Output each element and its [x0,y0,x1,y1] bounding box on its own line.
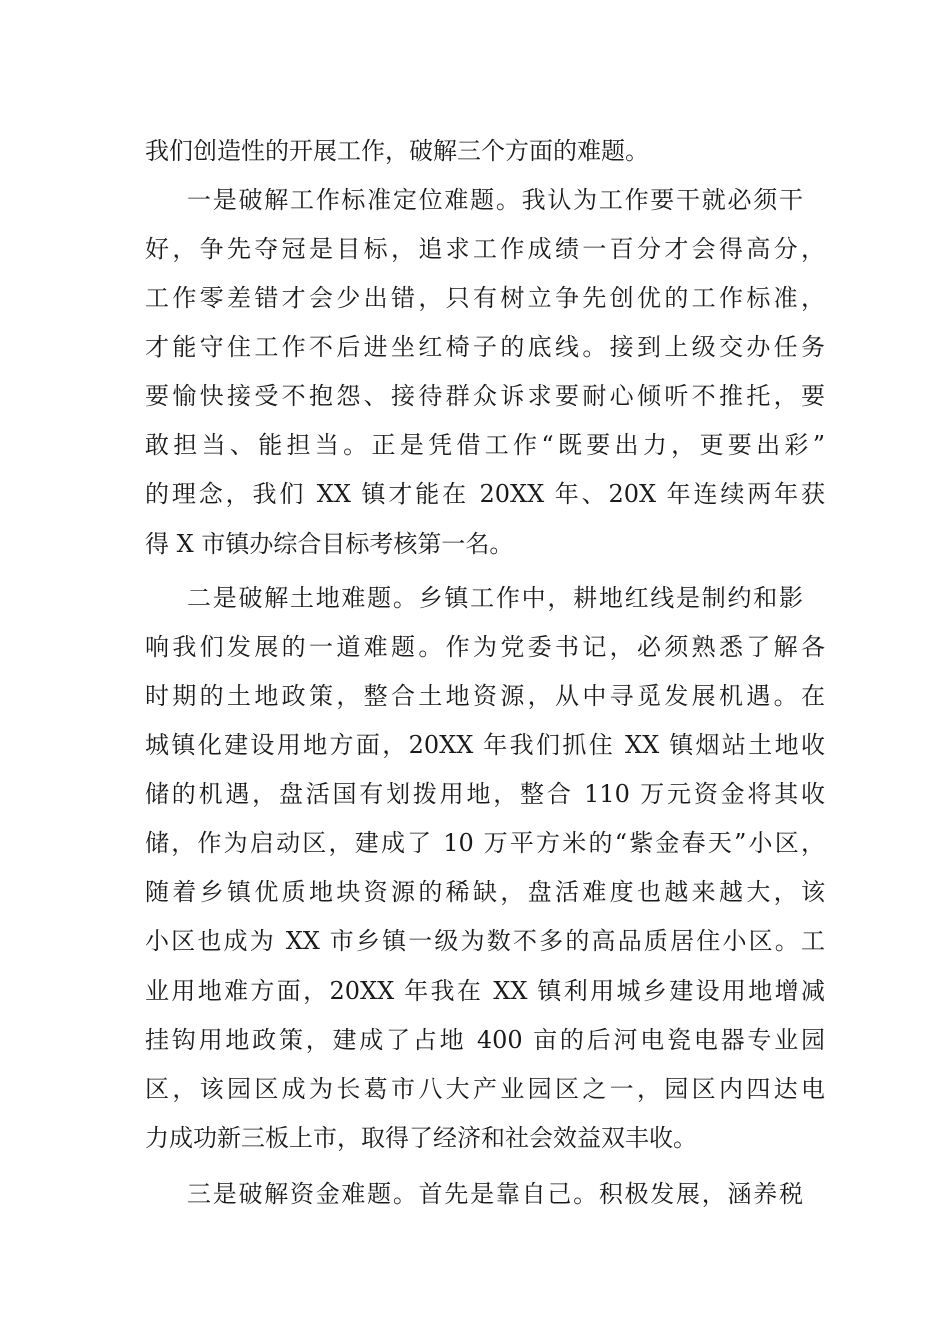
paragraph-line: 城镇化建设用地方面，20XX 年我们抓住 XX 镇烟站土地收 [145,731,825,759]
paragraph-line: 储，作为启动区，建成了 10 万平方米的“紫金春天”小区， [145,829,825,857]
paragraph-line: 力成功新三板上市，取得了经济和社会效益双丰收。 [145,1124,697,1152]
paragraph-line: 敢担当、能担当。正是凭借工作“既要出力，更要出彩” [145,431,825,459]
paragraph-line: 响我们发展的一道难题。作为党委书记，必须熟悉了解各 [145,633,825,661]
paragraph-line: 三是破解资金难题。首先是靠自己。积极发展，涵养税 [187,1180,803,1208]
paragraph-line: 才能守住工作不后进坐红椅子的底线。接到上级交办任务 [145,333,825,361]
paragraph-line: 挂钩用地政策，建成了占地 400 亩的后河电瓷电器专业园 [145,1026,825,1054]
paragraph-line: 我们创造性的开展工作，破解三个方面的难题。 [145,137,649,165]
paragraph-line: 时期的土地政策，整合土地资源，从中寻觅发展机遇。在 [145,682,825,710]
paragraph-line: 一是破解工作标准定位难题。我认为工作要干就必须干 [187,186,803,214]
paragraph-line: 的理念，我们 XX 镇才能在 20XX 年、20X 年连续两年获 [145,480,825,508]
paragraph-line: 好，争先夺冠是目标，追求工作成绩一百分才会得高分， [145,235,825,263]
paragraph-line: 要愉快接受不抱怨、接待群众诉求要耐心倾听不推托，要 [145,382,825,410]
paragraph-line: 工作零差错才会少出错，只有树立争先创优的工作标准， [145,284,825,312]
paragraph-line: 得 X 市镇办综合目标考核第一名。 [145,530,514,558]
paragraph-line: 储的机遇，盘活国有划拨用地，整合 110 万元资金将其收 [145,780,825,808]
paragraph-line: 区，该园区成为长葛市八大产业园区之一，园区内四达电 [145,1075,825,1103]
paragraph-line: 二是破解土地难题。乡镇工作中，耕地红线是制约和影 [187,584,803,612]
paragraph-line: 随着乡镇优质地块资源的稀缺，盘活难度也越来越大，该 [145,878,825,906]
paragraph-line: 小区也成为 XX 市乡镇一级为数不多的高品质居住小区。工 [145,927,825,955]
paragraph-line: 业用地难方面，20XX 年我在 XX 镇利用城乡建设用地增减 [145,977,825,1005]
